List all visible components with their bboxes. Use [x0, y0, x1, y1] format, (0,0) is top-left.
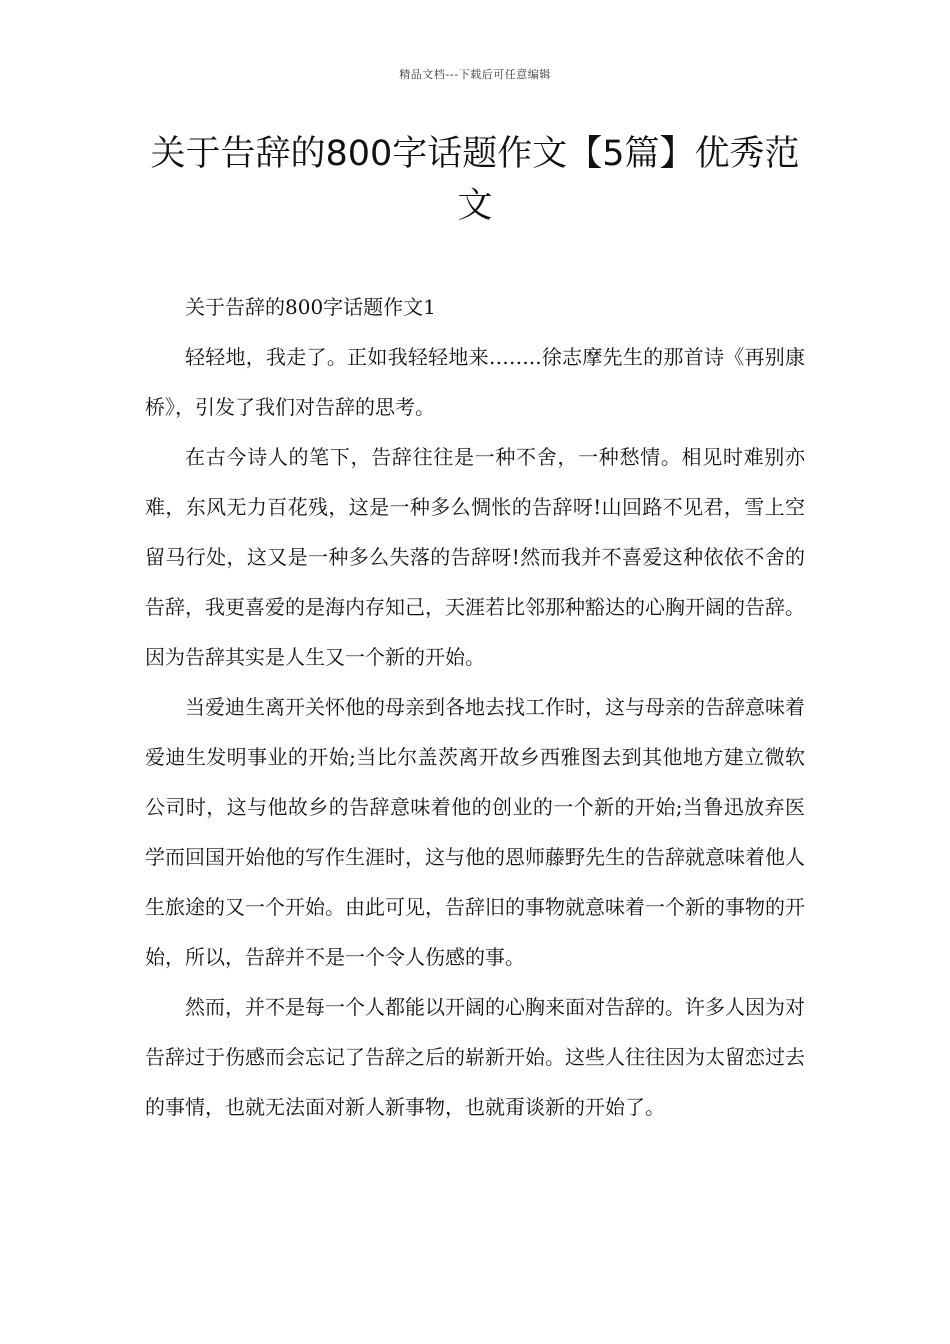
paragraph-3: 当爱迪生离开关怀他的母亲到各地去找工作时，这与母亲的告辞意味着爱迪生发明事业的开始;当比尔盖茨离开故乡西雅图去到其他地方建立微软公司时，这与他故乡的告辞意味着他的创业的一个新的开始;当鲁迅放弃医学而回国开始他的写作生涯时，这与他的恩师藤野先生的告辞就意味着他人生旅途的又一个开始。由此可见，告辞旧的事物就意味着一个新的事物的开始，所以，告辞并不是一个令人伤感的事。 — [145, 695, 805, 969]
paragraph-4: 然而，并不是每一个人都能以开阔的心胸来面对告辞的。许多人因为对告辞过于伤感而会忘记了告辞之后的崭新开始。这些人往往因为太留恋过去的事情，也就无法面对新人新事物，也就甭谈新的开始了。 — [145, 995, 805, 1119]
document-body — [145, 282, 805, 1132]
document-title: 关于告辞的800字话题作文【5篇】优秀范文 — [150, 134, 800, 226]
section-heading: 关于告辞的800字话题作文1 — [185, 295, 436, 319]
paragraph-2: 在古今诗人的笔下，告辞往往是一种不舍，一种愁情。相见时难别亦难，东风无力百花残，这是一种多么惆怅的告辞呀!山回路不见君，雪上空留马行处，这又是一种多么失落的告辞呀!然而我并不喜爱这种依依不舍的告辞，我更喜爱的是海内存知己，天涯若比邻那种豁达的心胸开阔的告辞。因为告辞其实是人生又一个新的开始。 — [145, 445, 805, 669]
paragraph-1: 轻轻地，我走了。正如我轻轻地来……..徐志摩先生的那首诗《再别康桥》，引发了我们对告辞的思考。 — [145, 345, 805, 419]
page-header: 精品文档---下载后可任意编辑 — [399, 68, 551, 81]
